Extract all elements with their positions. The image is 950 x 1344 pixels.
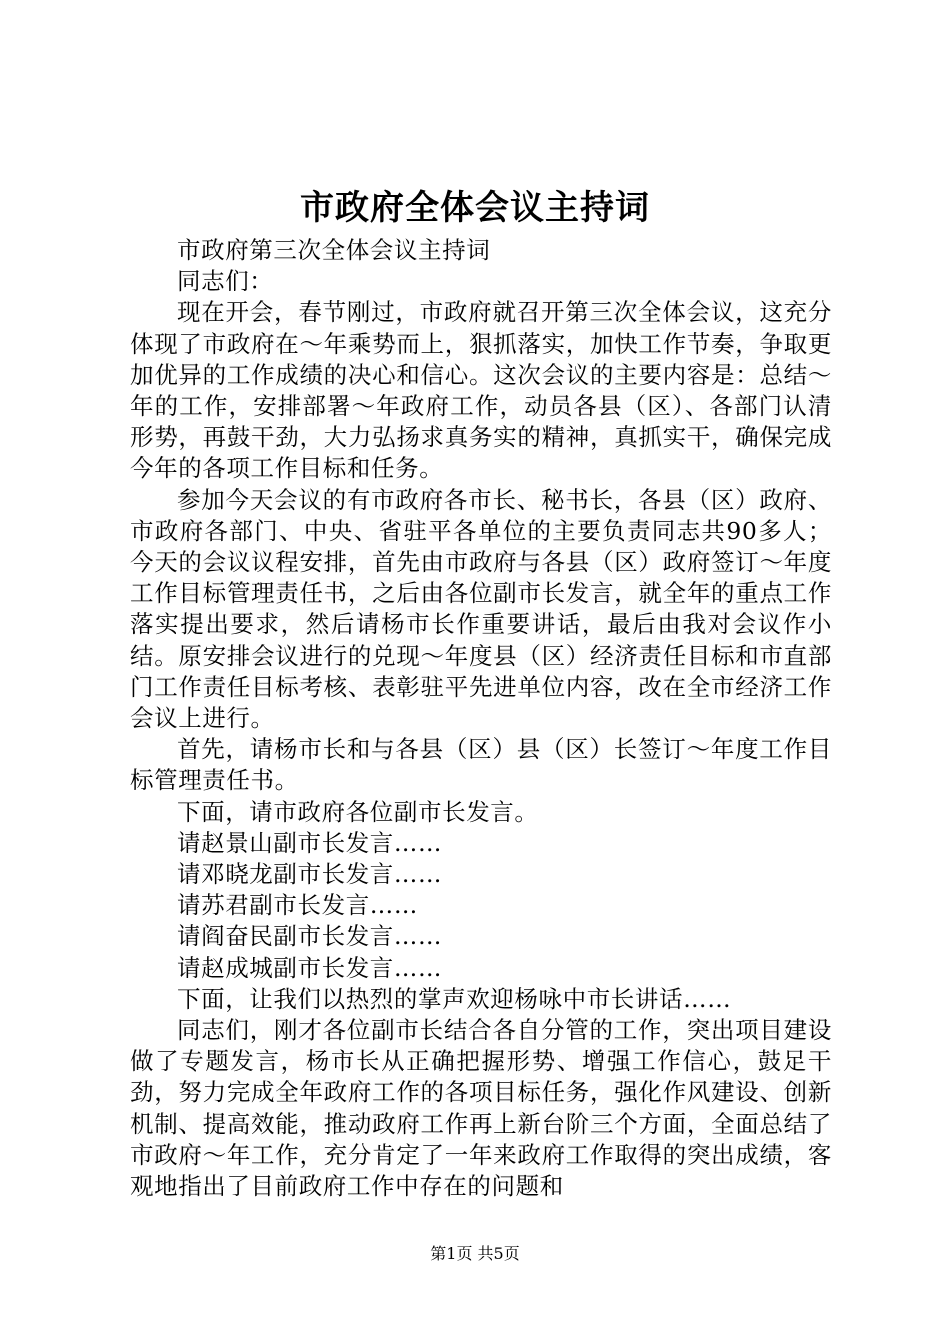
paragraph: 下面，让我们以热烈的掌声欢迎杨咏中市长讲话…… [177, 984, 732, 1013]
paragraph: 下面，请市政府各位副市长发言。 [177, 797, 539, 826]
paragraph: 现在开会，春节刚过，市政府就召开第三次全体会议，这充分体现了市政府在～年乘势而上，狠抓落实，加快工作节奏，争取更加优异的工作成绩的决心和信心。这次会议的主要内容是：总结～年的工作，安排部署～年政府工作，动员各县（区）、各部门认清形势，再鼓干劲，大力弘扬求真务实的精神，真抓实干，确保完成今年的各项工作目标和任务。 [130, 298, 832, 483]
paragraph: 请苏君副市长发言…… [177, 891, 418, 920]
paragraph-subtitle: 市政府第三次全体会议主持词 [177, 236, 491, 264]
paragraph: 首先，请杨市长和与各县（区）县（区）长签订～年度工作目标管理责任书。 [130, 735, 832, 795]
paragraph: 请阎奋民副市长发言…… [177, 922, 443, 951]
document-body [130, 235, 832, 1202]
paragraph: 同志们，刚才各位副市长结合各自分管的工作，突出项目建设做了专题发言，杨市长从正确把握形势、增强工作信心，鼓足干劲，努力完成全年政府工作的各项目标任务，强化作风建设、创新机制、提高效能，推动政府工作再上新台阶三个方面，全面总结了市政府～年工作，充分肯定了一年来政府工作取得的突出成绩，客观地指出了目前政府工作中存在的问题和 [130, 1016, 832, 1201]
paragraph: 请赵景山副市长发言…… [177, 828, 443, 857]
paragraph: 参加今天会议的有市政府各市长、秘书长，各县（区）政府、市政府各部门、中央、省驻平各单位的主要负责同志共90多人；今天的会议议程安排，首先由市政府与各县（区）政府签订～年度工作目标管理责任书，之后由各位副市长发言，就全年的重点工作落实提出要求，然后请杨市长作重要讲话，最后由我对会议作小结。原安排会议进行的兑现～年度县（区）经济责任目标和市直部门工作责任目标考核、表彰驻平先进单位内容，改在全市经济工作会议上进行。 [130, 485, 832, 733]
paragraph: 请赵成城副市长发言…… [177, 953, 443, 982]
paragraph: 请邓晓龙副市长发言…… [177, 860, 443, 889]
document-title: 市政府全体会议主持词 [300, 188, 650, 228]
paragraph-salutation: 同志们： [177, 267, 274, 296]
page-number: 第1页 共5页 [430, 1244, 520, 1263]
